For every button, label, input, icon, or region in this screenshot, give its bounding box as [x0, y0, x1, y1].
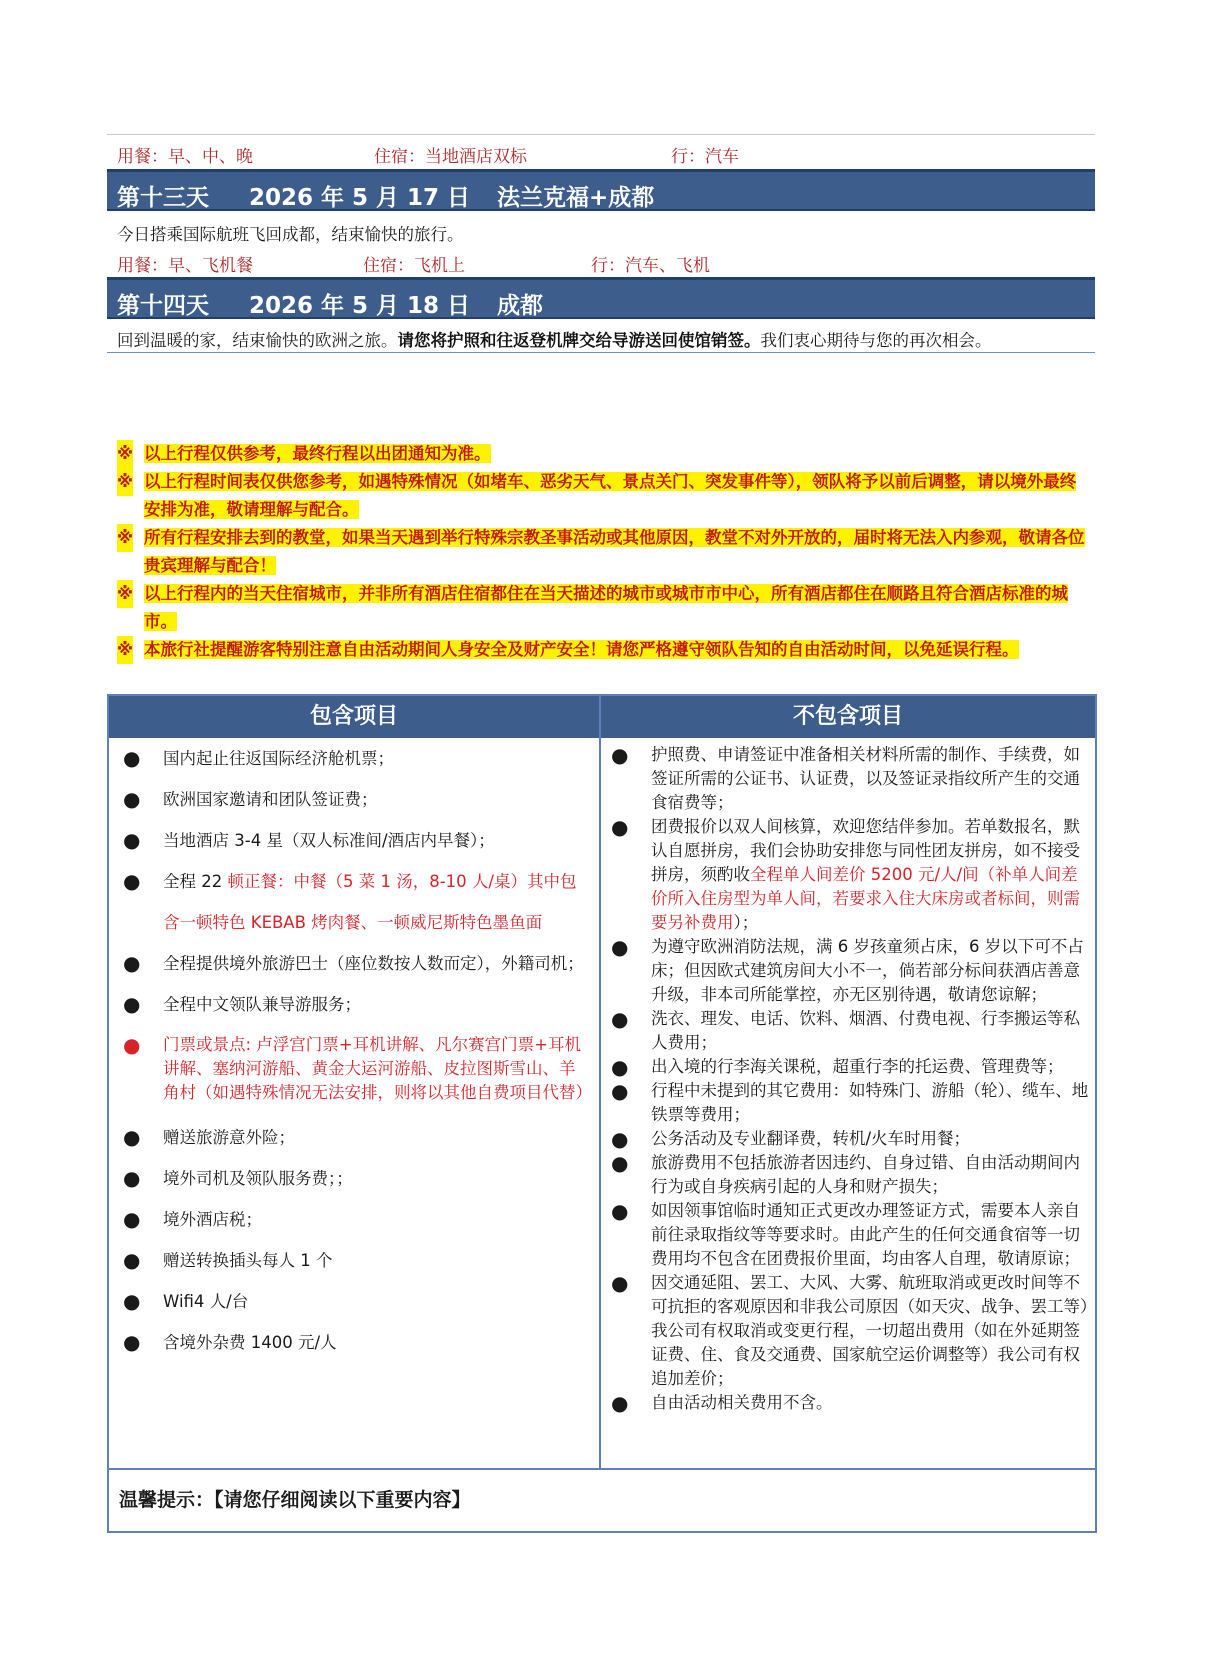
desc-text: 回到温暖的家，结束愉快的欧洲之旅。 [117, 331, 398, 350]
day-header-14 [107, 277, 1095, 319]
list-item: ● 旅游费用不包括旅游者因违约、自身过错、自由活动期间内行为或自身疾病引起的人身和财产损失； [611, 1151, 1080, 1196]
hotel-text: 住宿：飞机上 [363, 256, 465, 276]
day-date: 2026 年 5 月 18 日 [249, 293, 471, 319]
desc-bold-text: 请您将护照和往返登机牌交给导游送回使馆销签。 [397, 331, 761, 350]
notice-item: ※ 以上行程内的当天住宿城市，并非所有酒店住宿都住在当天描述的城市或城市市中心，所有酒店都住在顺路且符合酒店标准的城市。 [112, 580, 1092, 636]
list-item: ● 全程 22 顿正餐：中餐（5 菜 1 汤，8-10 人/桌）其中包含一顿特色 KEBAB 烤肉餐、一顿威尼斯特色墨鱼面 [123, 869, 577, 932]
list-item: ● 全程提供境外旅游巴士（座位数按人数而定），外籍司机； [123, 951, 584, 975]
list-item: ● 欧洲国家邀请和团队签证费； [123, 787, 378, 811]
row-divider [109, 1468, 1095, 1470]
top-divider [107, 134, 1095, 135]
notice-item: ※ 以上行程时间表仅供您参考，如遇特殊情况（如堵车、恶劣天气、景点关门、突发事件等），领队将予以前后调整，请以境外最终安排为准，敬请理解与配合。 [112, 468, 1092, 524]
list-item: ● Wifi4 人/台 [123, 1289, 249, 1313]
list-item: ● 门票或景点: 卢浮宫门票+耳机讲解、凡尔赛宫门票+耳机讲解、塞纳河游船、黄金大运河游船、皮拉图斯雪山、羊角村（如遇特殊情况无法安排，则将以其他自费项目代替） [123, 1033, 592, 1102]
warm-tip: 温馨提示：【请您仔细阅读以下重要内容】 [119, 1489, 471, 1511]
inclusion-table [107, 694, 1097, 1533]
day-header-13 [107, 169, 1095, 211]
notice-list [112, 440, 1092, 664]
section-divider [107, 352, 1095, 353]
list-item: ● 全程中文领队兼导游服务； [123, 992, 361, 1016]
transport-text: 行：汽车、飞机 [591, 256, 710, 276]
list-item: ● 国内起止往返国际经济舱机票； [123, 746, 394, 770]
list-item: ● 当地酒店 3-4 星（双人标准间/酒店内早餐）； [123, 828, 495, 852]
list-item: ● 出入境的行李海关课税，超重行李的托运费、管理费等； [611, 1055, 1064, 1079]
list-item: ● 为遵守欧洲消防法规，满 6 岁孩童须占床，6 岁以下可不占床；但因欧式建筑房间大小不一，倘若部分标间获酒店善意升级，非本司所能掌控，亦无区别待遇，敬请您谅解； [611, 935, 1084, 1004]
list-item: ● 境外酒店税； [123, 1207, 262, 1231]
column-divider [599, 696, 601, 1468]
hotel-text: 住宿：当地酒店双标 [374, 147, 527, 167]
day-date: 2026 年 5 月 17 日 [249, 185, 471, 211]
desc-text: 我们衷心期待与您的再次相会。 [760, 331, 992, 350]
list-item: ● 洗衣、理发、电话、饮料、烟酒、付费电视、行李搬运等私人费用； [611, 1007, 1080, 1052]
list-item: ● 团费报价以双人间核算，欢迎您结伴参加。若单数报名，默认自愿拼房，我们会协助安排您与同性团友拼房，如不接受拼房，须酌收全程单人间差价 5200 元/人/间（补单人间差价所入住房型为单人间，若要求入住大床房或者标间，则需要另补费用）； [611, 815, 1080, 932]
notice-item: ※ 以上行程仅供参考，最终行程以出团通知为准。 [112, 440, 1092, 468]
list-item: ● 境外司机及领队服务费；； [123, 1166, 353, 1190]
list-item: ● 自由活动相关费用不含。 [611, 1391, 833, 1415]
list-item: ● 公务活动及专业翻译费，转机/火车时用餐； [611, 1127, 971, 1151]
list-item: ● 如因领事馆临时通知正式更改办理签证方式，需要本人亲自前往录取指纹等等要求时。由此产生的任何交通食宿等一切费用均不包含在团费报价里面，均由客人自理，敬请原谅； [611, 1199, 1080, 1268]
notice-item: ※ 本旅行社提醒游客特别注意自由活动期间人身安全及财产安全！请您严格遵守领队告知的自由活动时间，以免延误行程。 [112, 636, 1092, 664]
excluded-header: 不包含项目 [601, 696, 1095, 738]
day-route: 成都 [497, 293, 543, 319]
list-item: ● 因交通延阻、罢工、大风、大雾、航班取消或更改时间等不可抗拒的客观原因和非我公司原因（如天灾、战争、罢工等）我公司有权取消或变更行程，一切超出费用（如在外延期签证费、住、食及交通费、国家航空运价调整等）我公司有权追加差价； [611, 1271, 1089, 1388]
list-item: ● 含境外杂费 1400 元/人 [123, 1330, 337, 1354]
list-item: ● 护照费、申请签证中准备相关材料所需的制作、手续费，如签证所需的公证书、认证费，以及签证录指纹所产生的交通食宿费等； [611, 743, 1080, 812]
included-list [121, 738, 591, 1363]
meal-text: 用餐：早、飞机餐 [117, 256, 253, 276]
day14-description [117, 327, 992, 351]
notice-item: ※ 所有行程安排去到的教堂，如果当天遇到举行特殊宗教圣事活动或其他原因，教堂不对外开放的，届时将无法入内参观，敬请各位贵宾理解与配合！ [112, 524, 1092, 580]
day13-description: 今日搭乘国际航班飞回成都，结束愉快的旅行。 [117, 225, 464, 244]
day-label: 第十四天 [117, 293, 209, 319]
day-label: 第十三天 [117, 185, 209, 211]
day-route: 法兰克福+成都 [497, 185, 655, 211]
meal-text: 用餐：早、中、晚 [117, 147, 253, 167]
list-item: ● 赠送旅游意外险； [123, 1125, 295, 1149]
transport-text: 行：汽车 [671, 147, 739, 167]
excluded-list [609, 743, 1091, 1415]
included-header: 包含项目 [109, 696, 599, 738]
list-item: ● 赠送转换插头每人 1 个 [123, 1248, 333, 1272]
list-item: ● 行程中未提到的其它费用：如特殊门、游船（轮）、缆车、地铁票等费用； [611, 1079, 1089, 1124]
